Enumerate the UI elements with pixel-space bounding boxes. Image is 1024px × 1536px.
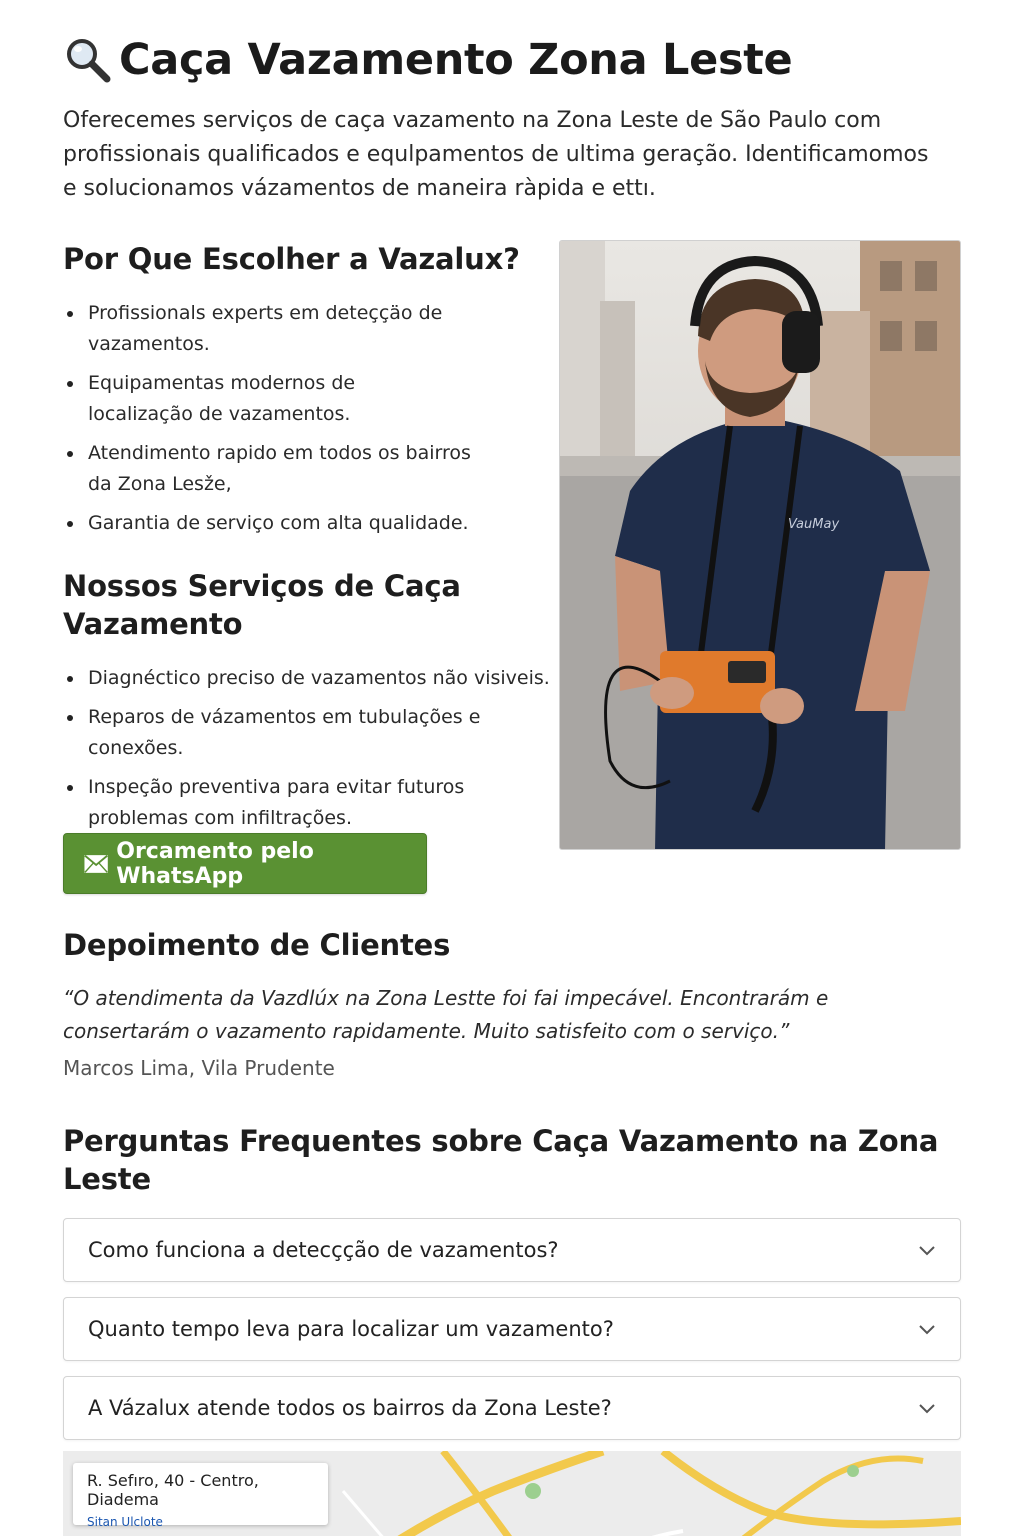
testimonials-title: Depoimento de Clientes — [63, 928, 451, 962]
page-content — [63, 30, 961, 1529]
map-address-card — [73, 1463, 328, 1529]
faq-question: Como funciona a detecçção de vazamentos? — [88, 1238, 559, 1262]
page-header — [63, 30, 961, 90]
chevron-down-icon — [918, 1402, 936, 1414]
page-title: Caça Vazamento Zona Leste — [119, 35, 793, 85]
location-map[interactable] — [63, 1451, 961, 1536]
testimonials-section — [63, 926, 961, 1080]
list-item: Equipamentas modernos de localização de vazamentos. — [63, 368, 443, 430]
shirt-logo-text: VauMay — [788, 517, 840, 532]
faq-list — [63, 1218, 961, 1440]
content-columns — [63, 240, 961, 852]
magnifier-icon — [63, 35, 113, 85]
whatsapp-quote-button[interactable] — [63, 833, 427, 894]
intro-text: Oferecemes serviços de caça vazamento na Zona Leste de São Paulo com profissionais qualificados e equlpamentos de ultima geração. Identificamomos e solucionamos vázamentos de maneira ràpida e ettı. — [63, 108, 929, 201]
services-title: Nossos Serviços de Caça Vazamento — [63, 569, 461, 641]
whatsapp-button-label: Orcamento pelo WhatsApp — [116, 838, 314, 889]
chevron-down-icon — [918, 1244, 936, 1256]
testimonial-quote: “O atendimenta da Vazdlúx na Zona Lestte foi fai impecável. Encontrarám e consertarám o vazamento rapidamente. Muito satisfeito com o serviço.” — [63, 986, 829, 1043]
faq-item-coverage[interactable] — [63, 1376, 961, 1440]
faq-item-time[interactable] — [63, 1297, 961, 1361]
faq-question: Quanto tempo leva para localizar um vazamento? — [88, 1317, 614, 1341]
faq-question: A Vázalux atende todos os bairros da Zona Leste? — [88, 1396, 612, 1420]
list-item: Reparos de vázamentos em tubulações e conexões. — [63, 702, 483, 764]
technician-photo — [559, 240, 961, 850]
list-item: Inspeção preventiva para evitar futuros problemas com infiltrações. — [63, 772, 483, 834]
faq-title: Perguntas Frequentes sobre Caça Vazamento na Zona Leste — [63, 1124, 939, 1196]
chevron-down-icon — [918, 1323, 936, 1335]
map-link[interactable]: Sitan Ulclote — [87, 1515, 163, 1529]
list-item: Diagnéctico preciso de vazamentos não visiveis. — [63, 663, 558, 694]
left-column — [63, 240, 558, 842]
why-title: Por Que Escolher a Vazalux? — [63, 242, 520, 276]
map-address: R. Sefıro, 40 - Centro, Diadema — [87, 1471, 259, 1509]
envelope-icon — [84, 854, 108, 874]
faq-item-how-it-works[interactable] — [63, 1218, 961, 1282]
technician-illustration — [560, 241, 961, 850]
services-list — [63, 663, 558, 834]
list-item: Garantia de serviço com alta qualidade. — [63, 508, 558, 539]
why-list — [63, 298, 558, 539]
list-item: Atendimento rapido em todos os bairros da Zona Lesže, — [63, 438, 483, 500]
list-item: Profissionals experts em deteççäo de vazamentos. — [63, 298, 558, 360]
faq-section — [63, 1122, 961, 1455]
testimonial-author: Marcos Lima, Vila Prudente — [63, 1056, 335, 1080]
